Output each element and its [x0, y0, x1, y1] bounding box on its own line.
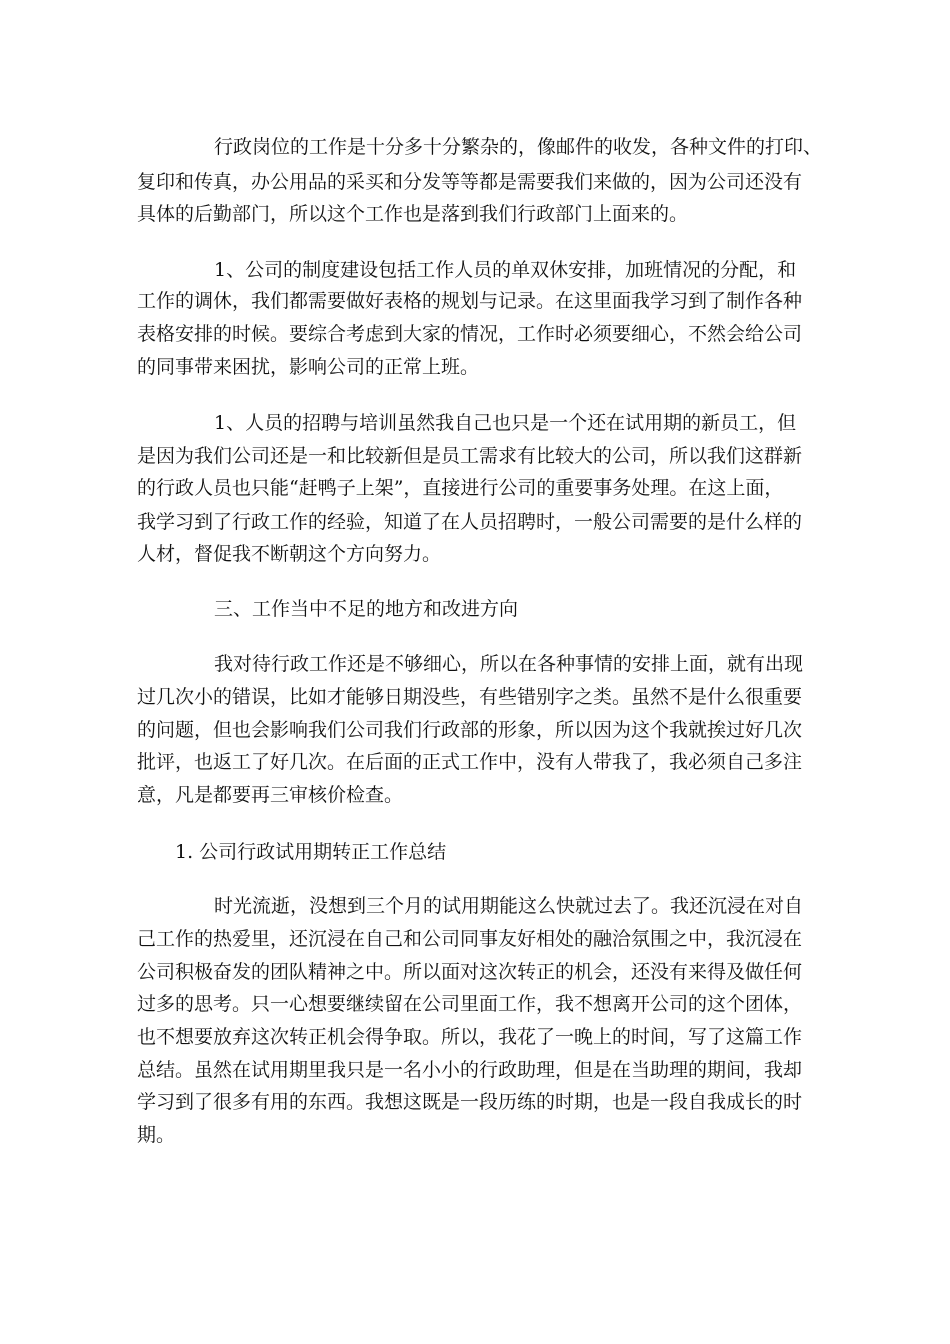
- paragraph-line: 复印和传真，办公用品的采买和分发等等都是需要我们来做的，因为公司还没有: [137, 171, 803, 193]
- paragraph-line: 过多的思考。只一心想要继续留在公司里面工作，我不想离开公司的这个团体，: [137, 993, 803, 1015]
- paragraph-line: 学习到了很多有用的东西。我想这既是一段历练的时期，也是一段自我成长的时: [137, 1091, 803, 1113]
- paragraph-line: 我学习到了行政工作的经验，知道了在人员招聘时，一般公司需要的是什么样的: [137, 511, 803, 533]
- paragraph-line: 表格安排的时候。要综合考虑到大家的情况，工作时必须要细心，不然会给公司: [137, 323, 803, 345]
- paragraph-line: 时光流逝，没想到三个月的试用期能这么快就过去了。我还沉浸在对自: [214, 895, 804, 917]
- paragraph-line: 行政岗位的工作是十分多十分繁杂的，像邮件的收发，各种文件的打印、: [214, 136, 823, 158]
- paragraph-line: 我对待行政工作还是不够细心，所以在各种事情的安排上面，就有出现: [214, 653, 804, 675]
- paragraph-line: 1、公司的制度建设包括工作人员的单双休安排，加班情况的分配，和: [214, 259, 797, 281]
- paragraph-line: 的行政人员也只能“赶鸭子上架”，直接进行公司的重要事务处理。在这上面，: [137, 477, 784, 499]
- paragraph-line: 人材，督促我不断朝这个方向努力。: [137, 543, 442, 565]
- paragraph-line: 批评，也返工了好几次。在后面的正式工作中，没有人带我了，我必须自己多注: [137, 751, 803, 773]
- paragraph-line: 是因为我们公司还是一和比较新但是员工需求有比较大的公司，所以我们这群新: [137, 445, 803, 467]
- paragraph-line: 1、人员的招聘与培训虽然我自己也只是一个还在试用期的新员工，但: [214, 412, 797, 434]
- paragraph-line: 过几次小的错误，比如才能够日期没些，有些错别字之类。虽然不是什么很重要: [137, 686, 803, 708]
- paragraph-line: 总结。虽然在试用期里我只是一名小小的行政助理，但是在当助理的期间，我却: [137, 1059, 803, 1081]
- paragraph-line: 期。: [137, 1124, 176, 1146]
- paragraph-line: 工作的调休，我们都需要做好表格的规划与记录。在这里面我学习到了制作各种: [137, 290, 803, 312]
- numbered-title-text: 1. 公司行政试用期转正工作总结: [175, 841, 447, 863]
- paragraph-line: 意，凡是都要再三审核价检查。: [137, 784, 404, 806]
- paragraph-line: 也不想要放弃这次转正机会得争取。所以，我花了一晚上的时间，写了这篇工作: [137, 1026, 803, 1048]
- paragraph-line: 具体的后勤部门，所以这个工作也是落到我们行政部门上面来的。: [137, 203, 689, 225]
- paragraph-line: 公司积极奋发的团队精神之中。所以面对这次转正的机会，还没有来得及做任何: [137, 961, 803, 983]
- paragraph-line: 的问题，但也会影响我们公司我们行政部的形象，所以因为这个我就挨过好几次: [137, 719, 803, 741]
- section-heading-text: 三、工作当中不足的地方和改进方向: [214, 598, 519, 620]
- paragraph-line: 己工作的热爱里，还沉浸在自己和公司同事友好相处的融洽氛围之中，我沉浸在: [137, 928, 803, 950]
- paragraph-line: 的同事带来困扰，影响公司的正常上班。: [137, 356, 480, 378]
